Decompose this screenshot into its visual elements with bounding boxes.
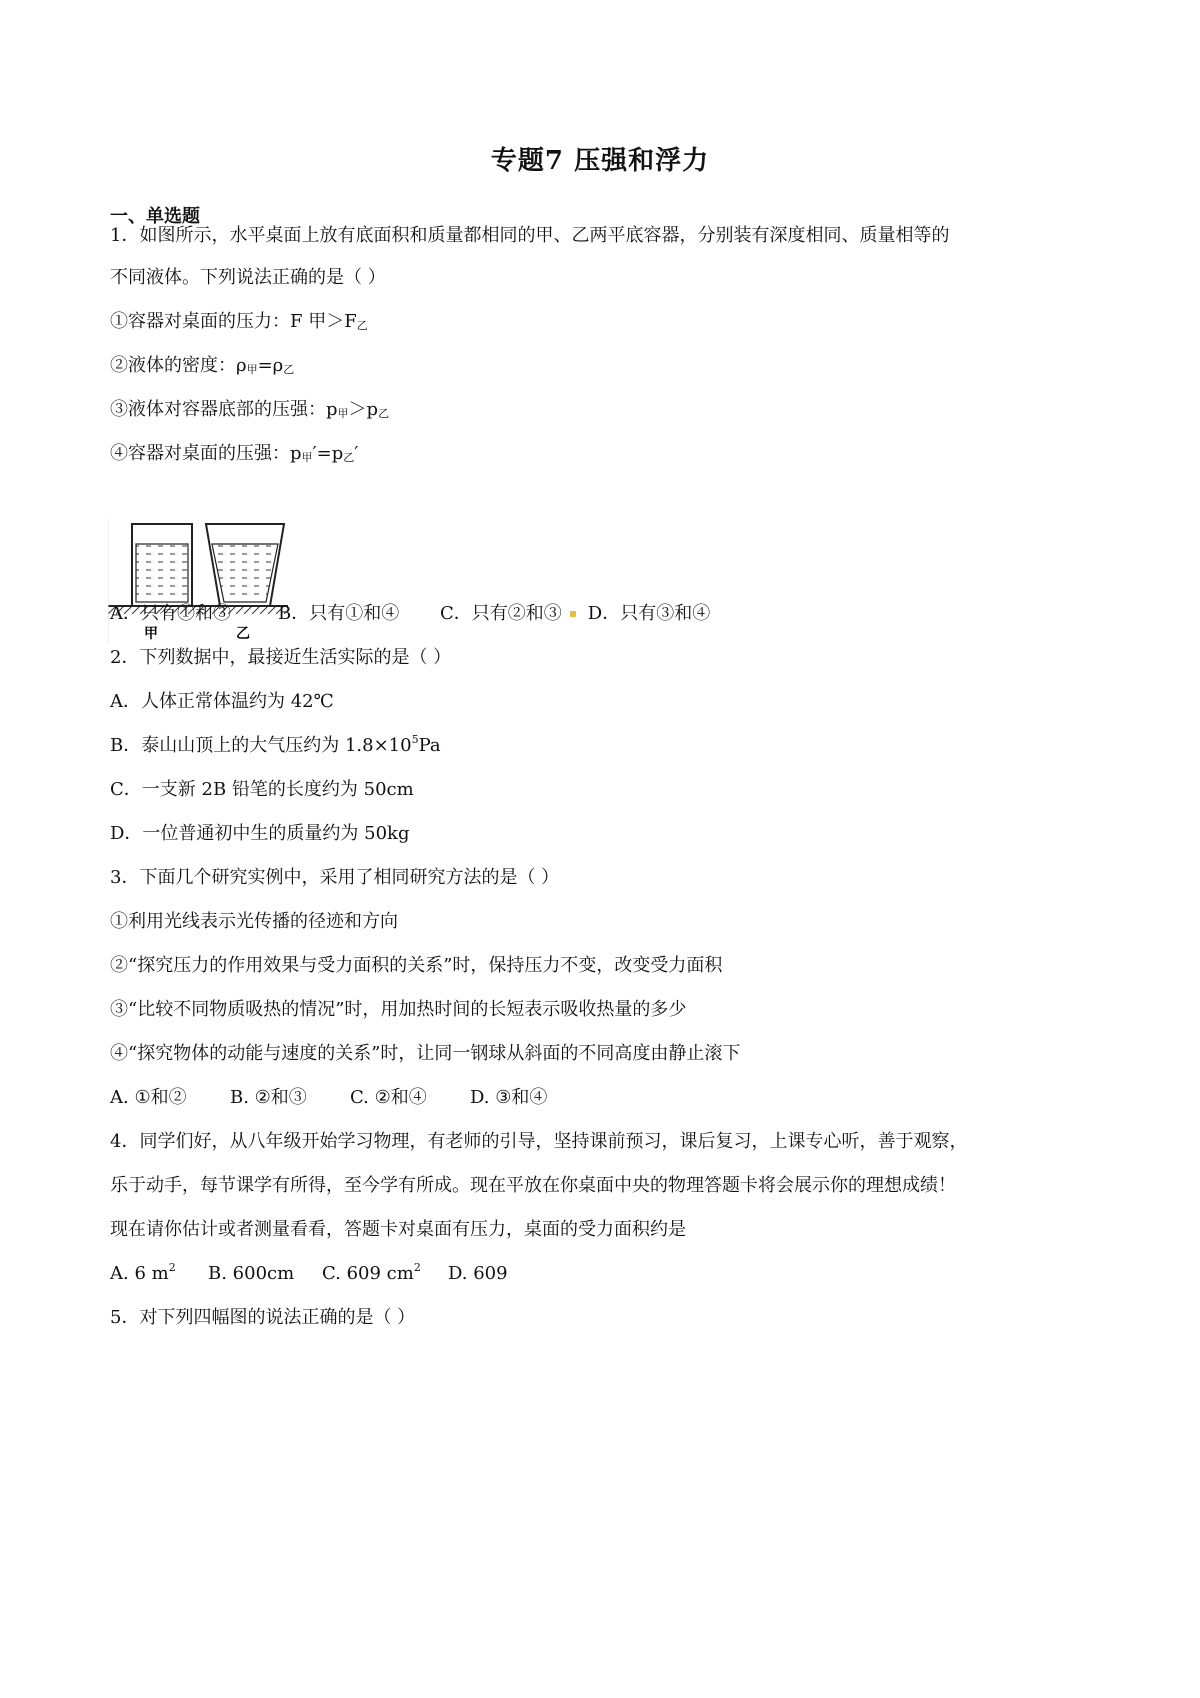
q1-option-b[interactable]: B．只有①和④ <box>278 603 400 624</box>
q4-line3: 现在请你估计或者测量看看，答题卡对桌面有压力，桌面的受力面积约是 <box>110 1219 686 1240</box>
q1-stem-line1: 1．如图所示，水平桌面上放有底面积和质量都相同的甲、乙两平底容器，分别装有深度相同、质量相等的 <box>110 225 950 246</box>
q1-statement-4 <box>110 442 358 470</box>
q4-options <box>110 1262 508 1286</box>
q5-stem: 5．对下列四幅图的说法正确的是（ ） <box>110 1307 416 1328</box>
q2-option-b-exponent: 5 <box>411 733 419 746</box>
q4-option-c-exponent: 2 <box>413 1261 421 1274</box>
q1-s1-sub: 乙 <box>356 319 368 332</box>
page-title: 专题7 压强和浮力 <box>490 146 710 176</box>
q1-s3-sub2: 乙 <box>378 407 390 420</box>
q2-option-c[interactable]: C．一支新 2B 铅笔的长度约为 50cm <box>110 779 414 800</box>
q4-option-b[interactable]: B. 600cm <box>208 1263 295 1284</box>
figure-label-jia: 甲 <box>144 626 158 642</box>
q4-option-c[interactable] <box>322 1262 448 1286</box>
q3-statement-1: ①利用光线表示光传播的径迹和方向 <box>110 911 398 932</box>
q4-option-c-text: C. 609 cm <box>322 1263 414 1284</box>
q1-option-d[interactable]: D．只有③和④ <box>587 603 711 624</box>
q1-statement-3 <box>110 398 389 426</box>
q4-line1: 4．同学们好，从八年级开始学习物理，有老师的引导，坚持课前预习，课后复习，上课专心听，善于观察， <box>110 1131 968 1152</box>
q4-option-d[interactable]: D. 609 <box>448 1263 508 1284</box>
q3-option-b[interactable]: B. ②和③ <box>230 1087 307 1108</box>
q2-stem: 2．下列数据中，最接近生活实际的是（ ） <box>110 647 452 668</box>
q4-option-a-exponent: 2 <box>168 1261 176 1274</box>
q2-option-b[interactable] <box>110 734 441 758</box>
q2-option-a[interactable]: A．人体正常体温约为 42℃ <box>110 691 334 712</box>
q1-s2-sub1: 甲 <box>246 363 258 376</box>
q2-option-b-unit: Pa <box>418 735 441 756</box>
q1-option-c[interactable]: C．只有②和③ <box>440 603 562 624</box>
q1-statement-2 <box>110 354 294 382</box>
q1-s2-text: ②液体的密度：ρ <box>110 355 247 376</box>
q2-option-d[interactable]: D．一位普通初中生的质量约为 50kg <box>110 823 410 844</box>
q3-options <box>110 1086 547 1110</box>
q1-option-a[interactable]: A．只有①和③ <box>110 603 231 624</box>
q4-option-a[interactable] <box>110 1262 208 1286</box>
q4-option-a-text: A. 6 m <box>110 1263 169 1284</box>
q1-s4-sub2: 乙 <box>343 451 355 464</box>
figure-label-yi: 乙 <box>236 626 250 642</box>
q1-s3-sub1: 甲 <box>337 407 349 420</box>
section-heading: 一、单选题 <box>110 206 200 227</box>
q1-statement-1 <box>110 310 368 338</box>
q1-options <box>110 602 710 626</box>
container-jia <box>132 524 192 606</box>
q3-option-c[interactable]: C. ②和④ <box>350 1087 427 1108</box>
q3-option-d[interactable]: D. ③和④ <box>470 1087 548 1108</box>
q1-s4-end: ′ <box>354 443 359 464</box>
q2-option-b-text: B．泰山山顶上的大气压约为 1.8×10 <box>110 735 412 756</box>
q1-s4-sub1: 甲 <box>301 451 313 464</box>
q1-stem-line2: 不同液体。下列说法正确的是（ ） <box>110 267 386 288</box>
q3-option-a[interactable]: A. ①和② <box>110 1087 187 1108</box>
marker-dot <box>570 611 576 617</box>
q1-s4-text: ④容器对桌面的压强：p <box>110 443 302 464</box>
q3-statement-2: ②“探究压力的作用效果与受力面积的关系”时，保持压力不变，改变受力面积 <box>110 955 723 976</box>
q1-s1-text: ①容器对桌面的压力：F 甲＞F <box>110 311 357 332</box>
q1-s4-mid: ′=p <box>312 443 344 464</box>
q1-s2-sub2: 乙 <box>283 363 295 376</box>
q1-s3-text: ③液体对容器底部的压强：p <box>110 399 338 420</box>
q3-statement-4: ④“探究物体的动能与速度的关系”时，让同一钢球从斜面的不同高度由静止滚下 <box>110 1043 741 1064</box>
q1-s3-mid: ＞p <box>348 399 379 420</box>
container-yi <box>206 524 284 606</box>
q3-stem: 3．下面几个研究实例中，采用了相同研究方法的是（ ） <box>110 867 560 888</box>
q1-s2-mid: =ρ <box>257 355 284 376</box>
q4-line2: 乐于动手，每节课学有所得，至今学有所成。现在平放在你桌面中央的物理答题卡将会展示你的理想成绩！ <box>110 1175 956 1196</box>
q3-statement-3: ③“比较不同物质吸热的情况”时，用加热时间的长短表示吸收热量的多少 <box>110 999 687 1020</box>
